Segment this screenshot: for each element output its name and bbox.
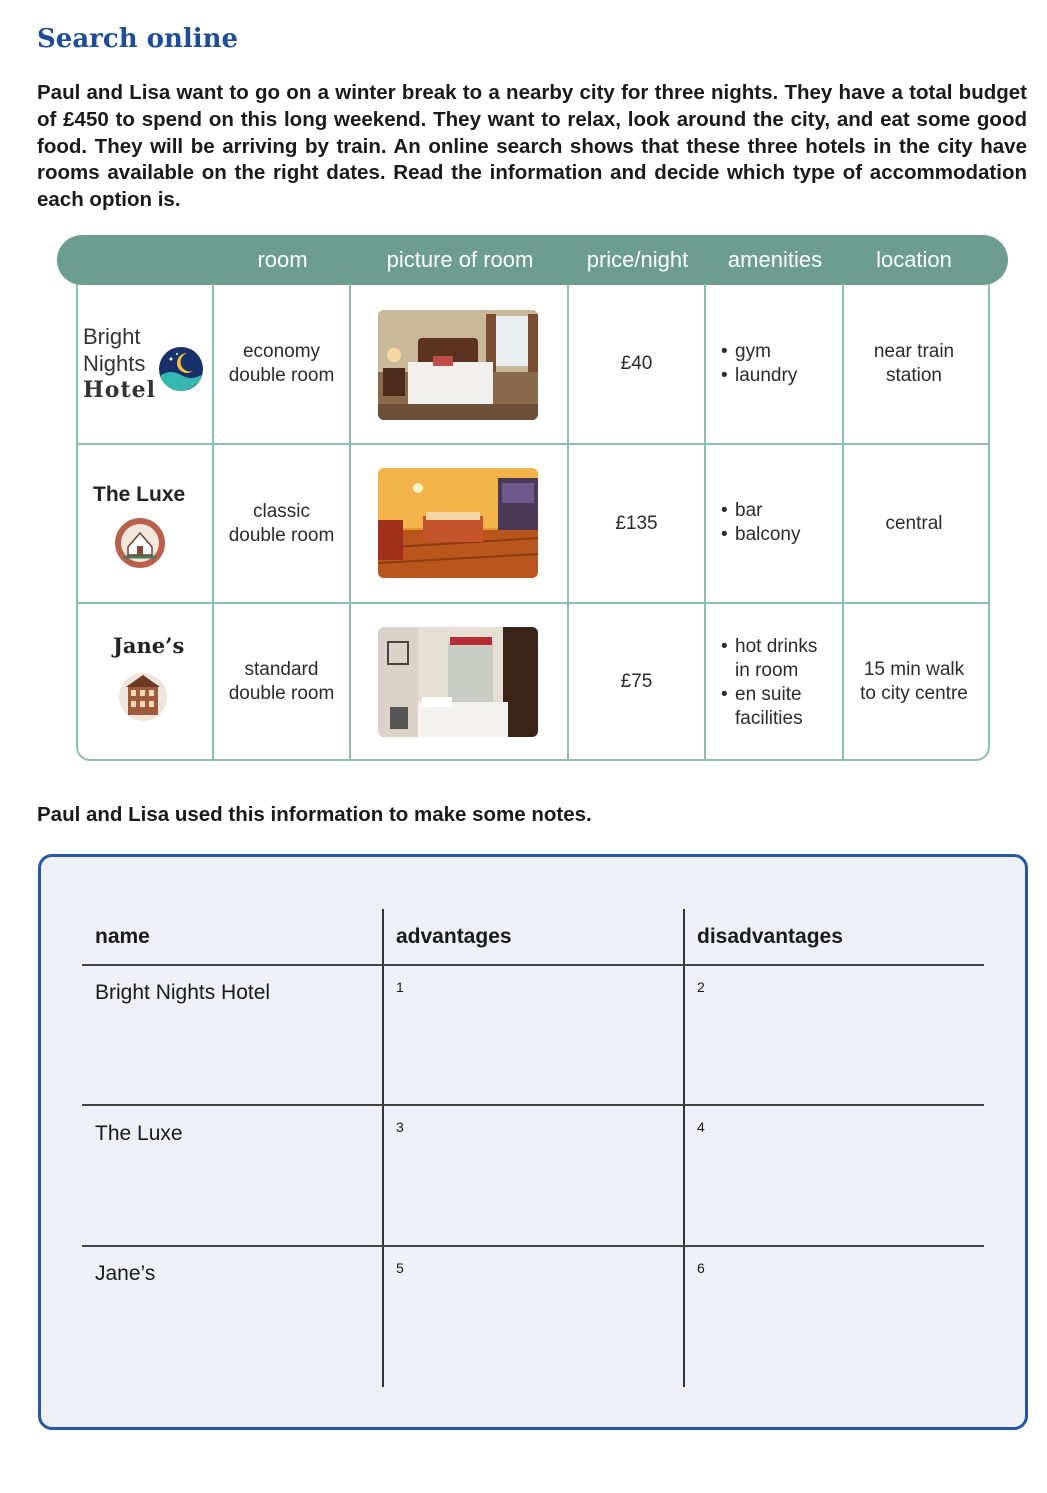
intro-paragraph: Paul and Lisa want to go on a winter break to a nearby city for three nights. They have a total budget of £450 to spend on this long weekend. They want to relax, look around the city, and eat some good food. They will be arriving by train. An online search shows that these three hotels in the city have rooms available on the right dates. Read the information and decide which type of accommodation each option is. [37, 81, 1027, 212]
answer-number: 4 [697, 1119, 705, 1135]
location: near train station [873, 341, 955, 386]
amenities-list: • gym • laundry [721, 340, 797, 388]
disadvantages-answer-field[interactable] [685, 1106, 984, 1245]
room-type: standard double room [228, 658, 335, 704]
header-room: room [257, 247, 308, 272]
janes-logo: Jane’s [78, 633, 210, 733]
notes-header-name: name [95, 925, 150, 948]
the-luxe-logo: The Luxe [78, 483, 210, 573]
house-logo-icon [114, 517, 166, 569]
advantages-answer-field[interactable] [384, 966, 683, 1104]
notes-header-disadvantages: disadvantages [697, 925, 843, 948]
disadvantages-answer-field[interactable] [685, 1247, 984, 1387]
answer-number: 2 [697, 979, 705, 995]
notes-row-name: The Luxe [95, 1122, 183, 1145]
bright-nights-logo: Bright Nights Hotel [83, 323, 209, 403]
room-photo-the-luxe [378, 468, 538, 578]
advantages-answer-field[interactable] [384, 1106, 683, 1245]
room-photo-janes [378, 627, 538, 737]
answer-number: 3 [396, 1119, 404, 1135]
room-photo-bright-nights [378, 310, 538, 420]
location: 15 min walk to city centre [860, 658, 968, 704]
header-amenities: amenities [727, 247, 823, 272]
answer-number: 1 [396, 979, 404, 995]
amenities-list: • bar • balcony [721, 499, 801, 547]
amenities-list: • hot drinks in room • en suite facilities [721, 635, 831, 731]
room-type: classic double room [228, 500, 335, 546]
header-location: location [876, 247, 952, 272]
notes-lead-text: Paul and Lisa used this information to make some notes. [37, 803, 592, 826]
price: £40 [620, 353, 653, 374]
location: central [885, 512, 943, 534]
notes-row-name: Bright Nights Hotel [95, 981, 271, 1004]
room-type: economy double room [228, 341, 335, 386]
price: £75 [620, 670, 653, 692]
hotel-comparison-table [57, 235, 1008, 761]
answer-number: 6 [697, 1260, 705, 1276]
header-picture: picture of room [386, 247, 534, 272]
notes-header-advantages: advantages [396, 925, 512, 948]
disadvantages-answer-field[interactable] [685, 966, 984, 1104]
advantages-answer-field[interactable] [384, 1247, 683, 1387]
price: £135 [615, 512, 658, 534]
notes-box [38, 854, 1028, 1430]
moon-logo-icon [157, 345, 205, 393]
notes-row-name: Jane’s [95, 1262, 156, 1285]
header-price: price/night [586, 247, 689, 272]
answer-number: 5 [396, 1260, 404, 1276]
page-title: Search online [37, 24, 239, 54]
building-logo-icon [118, 671, 168, 723]
